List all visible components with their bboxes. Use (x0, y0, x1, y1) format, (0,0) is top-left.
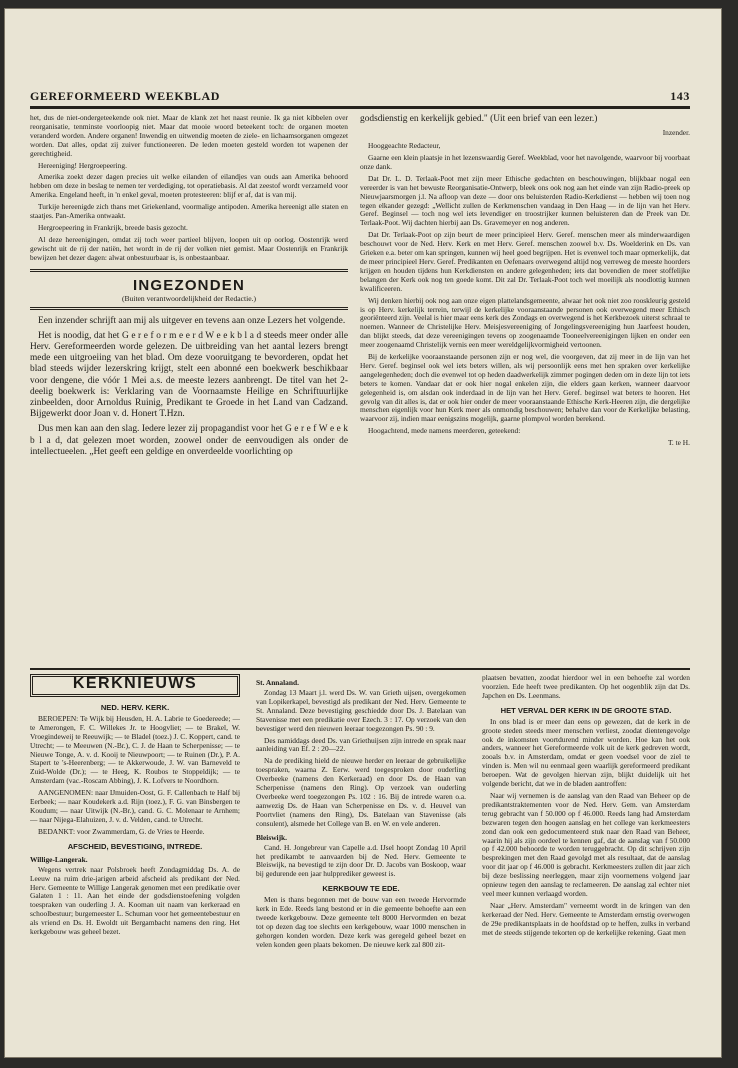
closing-signature: T. te H. (667, 438, 690, 448)
newspaper-page (4, 8, 722, 1058)
paragraph: Cand. H. Jongebreur van Capelle a.d. IJsel hoopt Zondag 10 April het predikambt te aanvaarden bij de Ned. Herv. Gemeente te Bleiswijk, na bevestigd te zijn door Dr. D. Jacobs van Boskoop, waar bij gedurende een jaar hulpprediker geweest is. (256, 842, 466, 879)
paragraph: Wij denken hierbij ook nog aan onze eigen plattelandsgemeente, alwaar het ook niet zoo rooskleurig gesteld is op Herv. kerkelijk terrein, terwijl de kerkelijke vooraanstaande personen ook overwegend meer Ethisch georiënteerd zijn. Veelal is hier maar eens kerk des Zondags en overwegend is het Kerkbezoek uiterst schraal te noemen. Wanneer de Christelijke Herv. Meisjesvereeniging of Jongelingsvereeniging hun Jaarfeest houden, dan blijkt steeds, dat deze vereenigingen tevens op zoogenaamde Tooneelvereenigingen lijken en onder een meer zoogenaamd Christelijk vernis een meer wereldgelijkvormigheid vertoonen. (360, 295, 690, 350)
quote-continuation (360, 114, 690, 125)
paragraph: Het is noodig, dat het G e r e f o r m e e r d W e e k b l a d steeds meer onder alle Herv. Gereformeerden worde gelezen. De uitbreiding van het aantal lezers brengt mede een uitgroeiing van het blad. Om deze vooruitgang te bevorderen, opdat het blad steeds wijder lezerskring krijgt, stelt een abonné een boekwerk beschikbaar voor dengene, die vóór 1 Mei a.s. de meeste lezers aanbrengt. De titel van het 2-deelig boekwerk is: Verklaring van de Voornaamste Heilige en Schriftuurlijke zinbeelden, door Arnoldus Ruinig, Predikant te Groede in het Land van Cadzand. Bijgewerkt door Joan v. d. Honert T.Hzn. (30, 330, 348, 420)
kerknieuws-heading (30, 674, 240, 697)
paragraph: In ons blad is er meer dan eens op gewezen, dat de kerk in de groote steden steeds meer menschen verliest, zoodat dientengevolge ook de inkomsten voortdurend minder worden. Hoe kan het ook anders, wanneer het Gereformeerde volk uit de kerk gedreven wordt, zooals b.v. in Amsterdam, omdat er geen voedsel voor de ziel te vinden is. Men wil nu eenmaal geen waarlijk gereformeerd predikant beroepen. Wat de gevolgen hiervan zijn, blijkt duidelijk uit het volgende bericht, dat we in de bladen aantroffen: (482, 716, 690, 789)
place-heading: Bleiswijk. (256, 832, 288, 842)
paragraph: godsdienstig en kerkelijk gebied." (Uit een brief van een lezer.) (360, 114, 598, 124)
column-bottom-3 (482, 674, 690, 1054)
paragraph: Na de prediking hield de nieuwe herder en leeraar de gebruikelijke toespraken, waarna Z. Eerw. werd toegesproken door ouderling Overbeeke (namens den Kerkeraad) en door Ds. de Haan van Scherpenisse (namens den Ring). Op verzoek van ouderling Overbeeke werd toegezongen Ps. 102 : 16. Bij de intrede waren o.a. aanwezig Ds. de Haan van Scherpenisse en Ds. v. d. Heuvel van Poortvliet (namens den Ring), Ds. Batelaan van Stavenisse (als consulent), alsmede het College van B. en W. en vele anderen. (256, 756, 466, 828)
magazine-title: GEREFORMEERD WEEKBLAD (30, 89, 221, 103)
subheading: KERKBOUW TE EDE. (322, 884, 400, 894)
paragraph: Naar wij vernemen is de aanslag van den Raad van Beheer op de predikantstraktementen voor de Ned. Herv. Gem. van Amsterdam terug gebracht van f 50.000 op f 46.000. Reeds lang had Amsterdam bezwaren tegen den hoogen aanslag en het college van kerkmeesters zond dan ook een gedocumenteerd stuk naar den Raad van Beheer, waarin hij als zijn oordeel te kennen gaf, dat de aanslag van f 50.000 op f 42.000 behoorde te worden teruggebracht. Op dit schrijven zijn besprekingen met den Raad gevolgd met als resultaat, dat de aanslag voor dit jaar op f 46.000 is gebracht. Kerkmeesters zullen dit jaar zich bij deze beslissing neerleggen, maar zijn voornemens volgend jaar opnieuw tegen den aanslag te reclameeren. De aanslag zal echter niet veel meer kunnen verlaagd worden. (482, 790, 690, 898)
header-rule (30, 106, 690, 109)
paragraph: Bij de kerkelijke vooraanstaande personen zijn er nog wel, die voorgeven, dat zij meer in de lijn van het Herv. Geref. beginsel ook wel iets beters willen, als wij persoonlijk eens met hen spraken over kerkelijke aangelegenheden; doch die evenwel tot op heden daadwerkelijk zimmer pogingen deden om in deze lijn tot iets beters te komen. Vandaar dat er ook hier nogal enkelen zijn, die elders gaan kerken, wanneer daarvoor gelegenheid is, om alsdan ook inderdaad in de lijn van het Herv. Geref. beginsel wat beters te hooren. Het gevolg van dit alles is, dat er ook hier onder de meer vooraanstaande Ethische Kerk-Heeren zijn, die dergelijke menschen eigenlijk voor hun Kerk meer als onmondig beschouwen; behalve dan voor de Kerkelijke belasting, waarvoor zij, indien maar eenigszins mogelijk, gaarne plompvol worden berekend. (360, 352, 690, 424)
paragraph: Al deze hereenigingen, omdat zij toch weer partieel blijven, loopen uit op oorlog. Oostenrijk werd gewischt uit de rij der natiën, het wordt in de rij der volken niet gemist. Maar Oostenrijk en Frankrijk bewijzen het dezer dagen: alwat onbestuurbaar is, is onbestaanbaar. (30, 234, 348, 262)
paragraph: Turkije hereenigde zich thans met Griekenland, voormalige antipoden. Amerika hereenigt alle staten en staatjes. Pan-Amerika ontwaakt. (30, 202, 348, 221)
column-bottom-2 (256, 674, 466, 1054)
paragraph: Naar „Herv. Amsterdam" verneemt wordt in de kringen van den kerkeraad der Ned. Herv. Gemeente te Amsterdam ernstig overwogen de 29e predikantsplaats in de hoofdstad op te heffen, zulks in verband met de steeds stijgende tekorten op de kerkelijke rekening. Gaat men (482, 900, 690, 937)
salutation: Hooggeachte Redacteur, (368, 141, 441, 151)
ingezonden-title: INGEZONDEN (132, 276, 245, 294)
paragraph: BEROEPEN: Te Wijk bij Heusden, H. A. Labrie te Goedereede; — te Amerongen, F. C. Willekes Jr. te Hoogvliet; — te Brakel, W. Vroegindeweij te Reeuwijk; — te Bladel (toez.) J. C. Koppert, cand. te Utrecht; — te Meeuwen (N.-Br.), C. J. de Haan te Scherpenisse; — te Nieuwe Tonge, A. v. d. Kooij te Nieuwpoort; — te Ruinen (Dr.), P. A. Stapert te 's-Heerenberg; — te Akkerwoude, J. W. van Barneveld te Zuid-Wolde (Dr.); — te Heeg, K. Roubos te Stoppeldijk; — te Amsterdam (vac.-Roscam Abbing), J. K. Lofvers te Noordhorn. (30, 713, 240, 786)
subheading: NED. HERV. KERK. (100, 702, 170, 712)
paragraph: BEDANKT: voor Zwammerdam, G. de Vries te Heerde. (38, 826, 205, 836)
place-heading: Willige-Langerak. (30, 854, 88, 864)
paragraph: Hergroepeering in Frankrijk, breede basis gezocht. (38, 222, 188, 232)
subheading: HET VERVAL DER KERK IN DE GROOTE STAD. (500, 705, 672, 715)
ingezonden-subtitle: (Buiten verantwoordelijkheid der Redactie.) (121, 293, 257, 303)
page-number: 143 (670, 89, 690, 103)
kerknieuws-title: KERKNIEUWS (72, 675, 198, 692)
column-bottom-1 (30, 674, 240, 1054)
paragraph: Wegens vertrek naar Polsbroek heeft Zondagmiddag Ds. A. de Leeuw na ruim drie-jarigen arbeid afscheid als predikant der Ned. Herv. Gemeente te Willige Langerak genomen met een predikatie over Galaten 1 : 11. Aan het einde der godsdienstoefening volgden toespraken van ouderling J. A. Kooman uit naam van kerkeraad en schoolbestuur; burgemeester L. Schuman voor het gemeentebestuur en als vriend en Ds. H. Ewoldt uit Bergambacht namens den ring. Het kerkgebouw was geheel bezet. (30, 864, 240, 937)
paragraph: Dat Dr. L. D. Terlaak-Poot met zijn meer Ethische gedachten en beschouwingen, blijkbaar nogal een vereerder is van het bewuste Reorganisatie-Ontwerp, bleek ons ook nog aan het einde van zijn Radio-preek op Nieuwjaarsmorgen j.l. Na afloop van deze — door ons beluisterden Radio-Kerkdienst — hebben wij toen nog tegen elkander gezegd: „Wellicht zullen de Kerkmenschen vandaag in Den Haag — in de lijn van het Herv. Geref. Beginsel — toch nog wel iets levendiger en troostrijker kunnen beluisteren dan de Preek van Dr. Terlaak-Poot. Wij dachten hierbij aan Ds. Gravemeyer en nog anderen. (360, 173, 690, 228)
paragraph: Zondag 13 Maart j.l. werd Ds. W. van Grieth uijsen, overgekomen van Lopikerkapel, bevestigd als predikant der Ned. Herv. Gemeente te St. Annaland. Deze bevestiging geschiedde door Ds. J. Batelaan van Stavenisse met een predikatie over Ezech. 3 : 17. Op verzoek van den bevestiger werd den nieuwen leeraar toegezongen Ps. 90 : 9. (256, 688, 466, 733)
quote-signature: Inzender. (662, 128, 690, 138)
paragraph: Hereeniging! Hergroepeering. (38, 160, 127, 170)
section-divider (30, 668, 690, 670)
paragraph: het, dus de niet-ondergeteekende ook niet. Maar de klank zet het naast reunie. Ik ga niet kibbelen over reorganisatie, tenminste voorloopig niet. Maar dat mooie woord beteekent toch: de organen moeten veranderd worden. Andere organen! Inwendig en uitwendig moeten de ziele- en lichaamsorganen omgezet worden. Dat alles, opdat zij zuiver functioneeren. De leden moeten gesteld worden tot wapenen der gerechtigheid. (30, 114, 348, 158)
column-top-left (30, 114, 348, 664)
paragraph: Des namiddags deed Ds. van Griethuijsen zijn intrede en sprak naar aanleiding van Ef. 2 : 20—22. (256, 735, 466, 754)
paragraph: Een inzender schrijft aan mij als uitgever en tevens aan onze Lezers het volgende. (38, 315, 346, 326)
paragraph: Amerika zoekt dezer dagen precies uit welke eilanden of eilandjes van ouds aan Amerika behoord hebben om deze in beslag te nemen ter verdediging, tot operatiebasis. Al dat zeestof wordt verzameld voor Amerika. Engeland heeft, in 'n enkel geval, moeten protesteeren: blijf er af, dat is van mij. (30, 172, 348, 200)
paragraph: plaatsen bevatten, zoodat hierdoor wel in een behoefte zal worden voorzien. Ede heeft twee predikanten. Op het oogenblik zijn dat Ds. Japchen en Ds. Leenmans. (482, 674, 690, 700)
closing: Hoogachtend, mede namens meerderen, geteekend: (368, 426, 521, 436)
ingezonden-section-heading (30, 269, 348, 310)
paragraph: Gaarne een klein plaatsje in het lezenswaardig Geref. Weekblad, voor het navolgende, waarvoor bij voorbaat onze dank. (360, 153, 690, 171)
paragraph: Men is thans begonnen met de bouw van een tweede Hervormde kerk in Ede. Reeds lang bestond er in die gemeente behoefte aan een tweede kerkgebouw. Deze gemeente telt 8000 Hervormden en bezat tot op dezen dag toe slechts een kerkgebouw, waar 1000 menschen in gehorgen konden worden. Deze kerk was geregeld geheel bezet en velen konden geen plaats bekomen. De nieuwe kerk zal 800 zit- (256, 895, 466, 949)
place-heading: St. Annaland. (256, 678, 299, 687)
subheading: AFSCHEID, BEVESTIGING, INTREDE. (67, 841, 203, 851)
ingezonden-letter (30, 316, 348, 458)
paragraph: AANGENOMEN: naar IJmuiden-Oost, G. F. Callenbach te Half bij Eerbeek; — naar Koudekerk a.d. Rijn (toez.), F. G. van Binsbergen te Koudum; — naar Uitwijk (N.-Br.), cand. G. C. Molenaar te Arnhem; — naar Nijega-Elahuizen, J. v. d. Velden, cand. te Utrecht. (30, 788, 240, 824)
column-top-right (360, 114, 690, 664)
paragraph: Dus men kan aan den slag. Iedere lezer zij propagandist voor het G e r e f W e e k b l a d, dat gelezen moet worden, zoowel onder de eenvoudigen als onder de intellectueelen. „Het geeft een geldige en onverdeelde voorlichting op (30, 424, 348, 457)
paragraph: Dat Dr. Terlaak-Poot op zijn beurt de meer principieel Herv. Geref. menschen meer als minderwaardigen beschouwt voor de Ned. Herv. Kerk en met Herv. Geref. menschen zoowel b.v. Ds. Woelderink en Ds. van Grieken e.a. beter om kan springen, kunnen wij heel goed begrijpen. Het is evenwel toch maar opmerkelijk, dat de meer principieel Herv. Geref. Predikanten en Oefenaars overwegend altijd nog verreweg de meeste hoorders krijgen en houden tijdens hun Kerkdiensten en andere gelegenheden; iets dat bovendien de meer stoffelijke belangen der Kerk ook nog ten goede komt. Dit zal Dr. Terlaak-Poot toch wel moeilijk als noodlottig kunnen kwalificeeren. (360, 230, 690, 293)
page-header (30, 82, 690, 104)
